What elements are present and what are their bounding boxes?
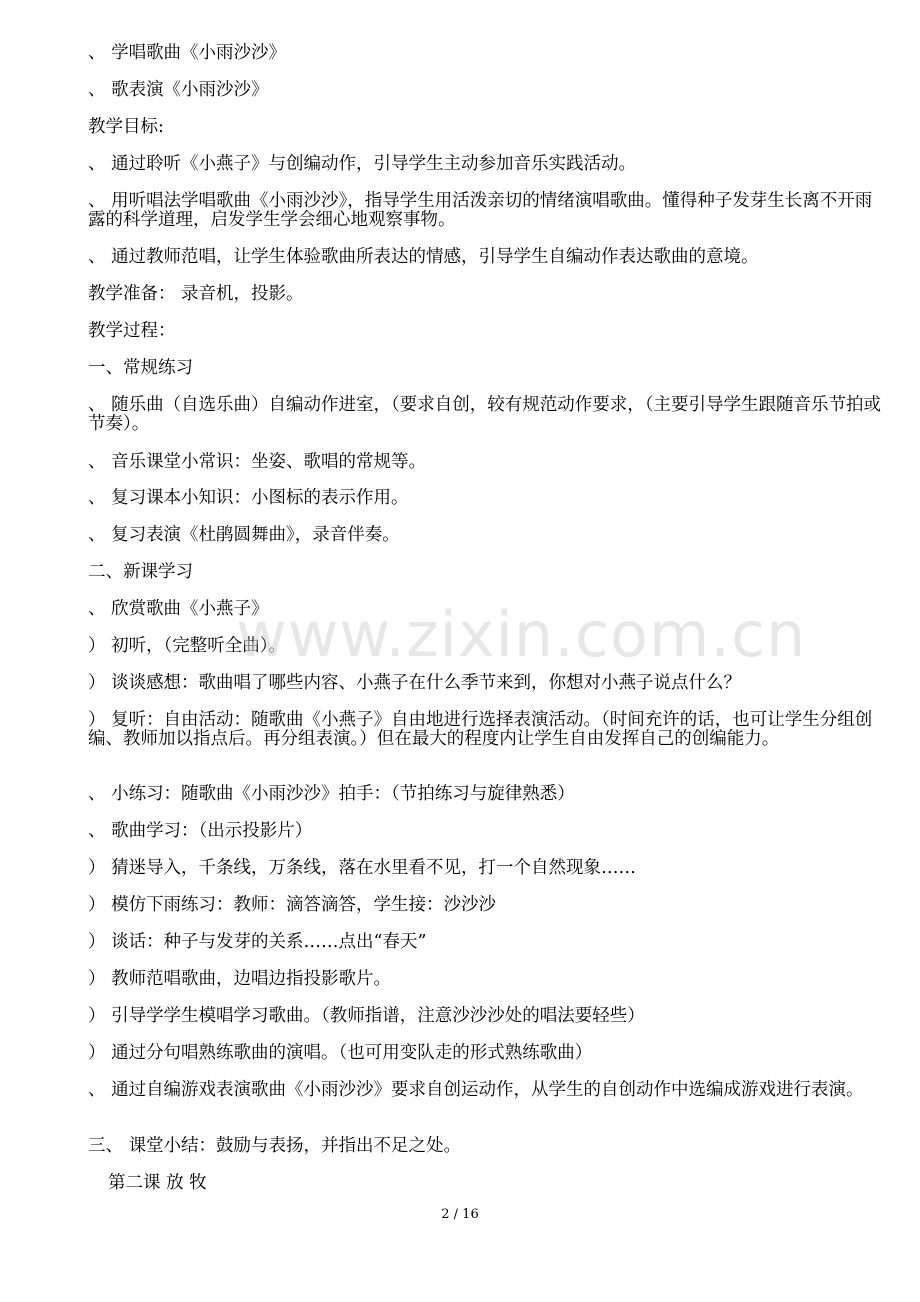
text-line: 、 学唱歌曲《小雨沙沙》: [88, 43, 287, 63]
text-paragraph: 、 用听唱法学唱歌曲《小雨沙沙》，指导学生用活泼亲切的情绪演唱歌曲。懂得种子发芽生长离不开雨露的科学道理，启发学生学会细心地观察事物。: [88, 191, 873, 230]
text-line: ） 谈谈感想：歌曲唱了哪些内容、小燕子在什么季节来到，你想对小燕子说点什么？: [88, 673, 742, 693]
text-line: ） 教师范唱歌曲，边唱边指投影歌片。: [88, 969, 392, 989]
text-line: 、 小练习：随歌曲《小雨沙沙》拍手：（节拍练习与旋律熟悉）: [88, 784, 575, 804]
text-line: 教学准备： 录音机，投影。: [88, 284, 304, 304]
text-line: ） 谈话：种子与发芽的关系……点出“春天”: [88, 932, 427, 952]
text-paragraph: 、 随乐曲（自选乐曲）自编动作进室，（要求自创，较有规范动作要求，（主要引导学生跟随音乐节拍或节奏）。: [88, 395, 882, 434]
text-line: 、 欣赏歌曲《小燕子》: [88, 599, 269, 619]
text-line: 、 歌表演《小雨沙沙》: [88, 80, 269, 100]
text-line: ） 猜迷导入，千条线，万条线，落在水里看不见，打一个自然现象……: [88, 858, 637, 878]
text-line: 教学目标:: [88, 117, 164, 137]
text-line: 、 复习表演《杜鹃圆舞曲》，录音伴奏。: [88, 525, 400, 545]
text-line: 、 通过聆听《小燕子》与创编动作，引导学生主动参加音乐实践活动。: [88, 154, 637, 174]
text-paragraph: ） 复听：自由活动：随歌曲《小燕子》自由地进行选择表演活动。（时间充许的话，也可让学生分组创编、教师加以指点后。再分组表演。）但在最大的程度内让学生自由发挥自己的创编能力。: [88, 710, 873, 749]
text-line: 、 歌曲学习：（出示投影片）: [88, 821, 313, 841]
section-heading: 三、 课堂小结：鼓励与表扬，并指出不足之处。: [88, 1136, 462, 1156]
text-line: 、 通过教师范唱，让学生体验歌曲所表达的情感，引导学生自编动作表达歌曲的意境。: [88, 247, 759, 267]
text-line: ） 模仿下雨练习：教师：滴答滴答，学生接：沙沙沙: [88, 895, 497, 915]
text-paragraph: 、 通过自编游戏表演歌曲《小雨沙沙》要求自创运动作，从学生的自创动作中选编成游戏进行表演。: [88, 1080, 864, 1100]
text-line: 、 音乐课堂小常识：坐姿、歌唱的常规等。: [88, 452, 427, 472]
section-heading: 二、新课学习: [88, 562, 193, 582]
page-number: 2 / 16: [441, 1207, 479, 1222]
text-line: ） 初听，（完整听全曲）。: [88, 636, 287, 656]
lesson-title: 第二课 放 牧: [108, 1173, 207, 1193]
text-line: 教学过程：: [88, 321, 176, 341]
text-line: ） 引导学学生模唱学习歌曲。（教师指谱，注意沙沙沙处的唱法要轻些）: [88, 1006, 645, 1026]
section-heading: 一、常规练习: [88, 358, 193, 378]
text-line: 、 复习课本小知识：小图标的表示作用。: [88, 488, 409, 508]
watermark: www.zixin.com.cn: [236, 598, 807, 671]
text-line: ） 通过分句唱熟练歌曲的演唱。（也可用变队走的形式熟练歌曲）: [88, 1043, 593, 1063]
